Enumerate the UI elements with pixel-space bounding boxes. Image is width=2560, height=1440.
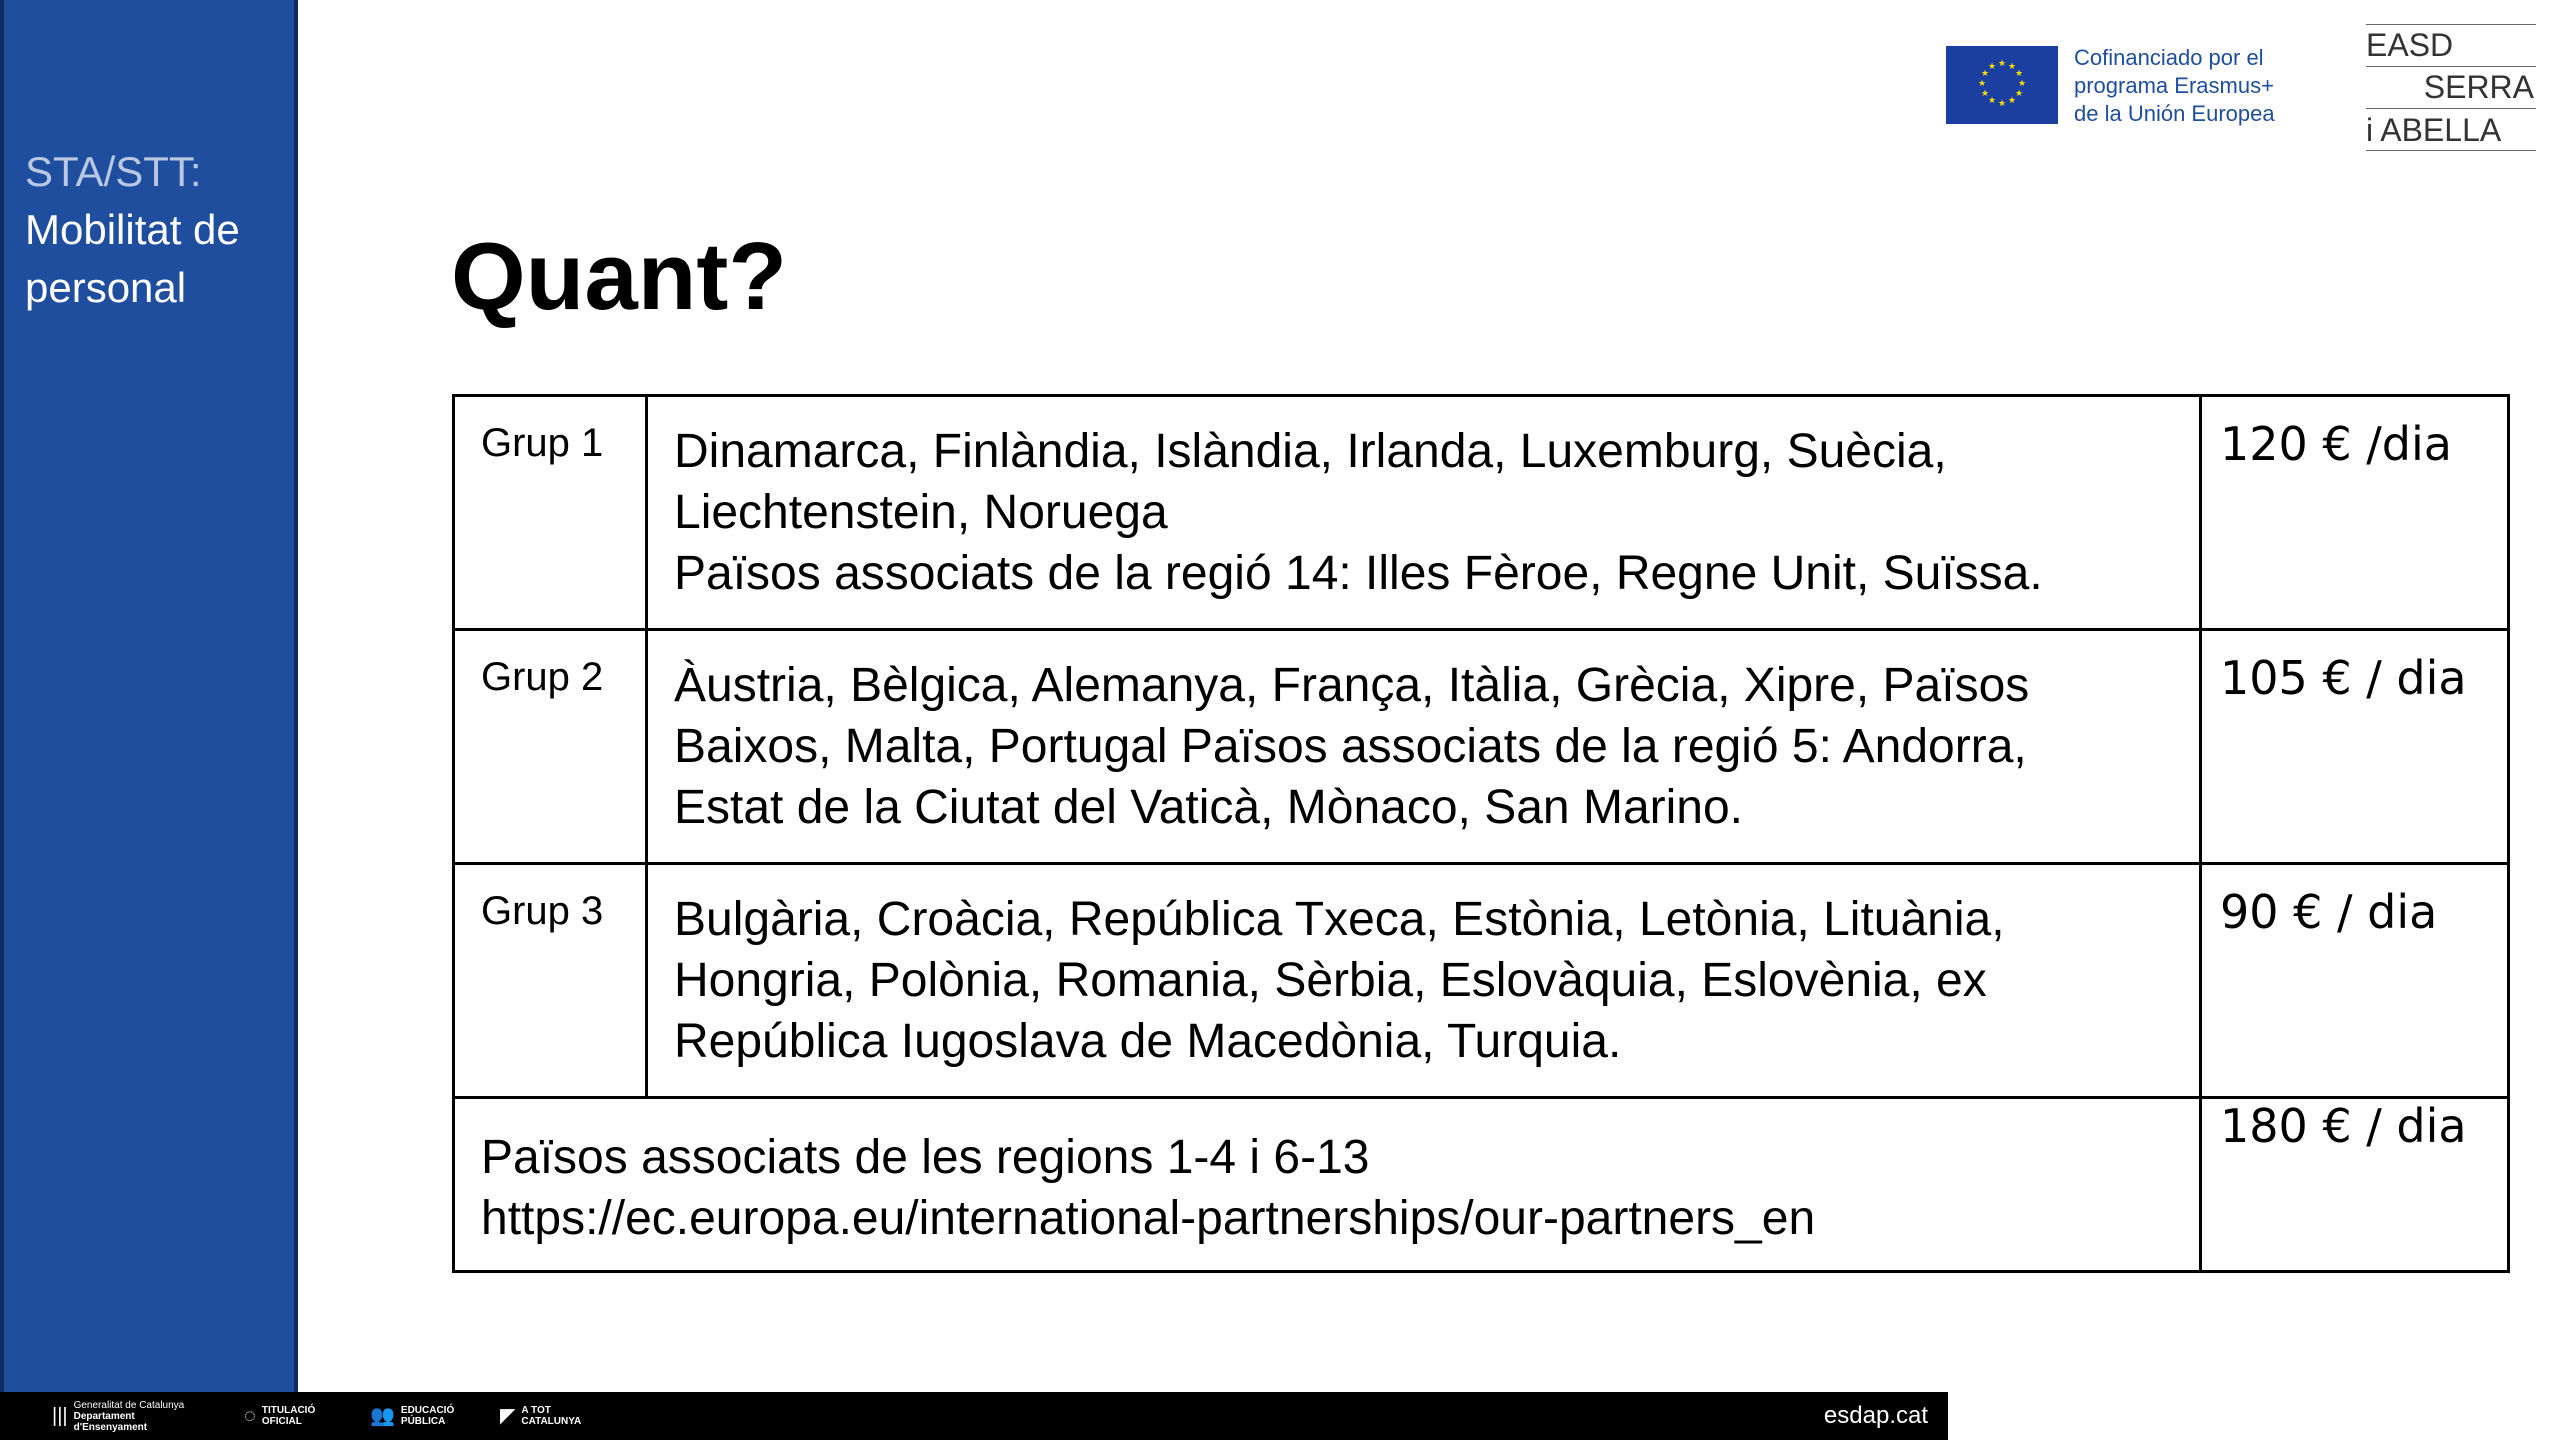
atot-line2: CATALUNYA — [521, 1416, 582, 1427]
country-list — [647, 630, 2201, 864]
sidebar-subtitle-line2: personal — [25, 264, 187, 311]
daily-rate: 105 € / dia — [2201, 630, 2509, 864]
gencat-logo — [52, 1392, 184, 1440]
eu-stars-icon — [1946, 46, 2058, 124]
rates-table — [452, 394, 2510, 1273]
country-line: Liechtenstein, Noruega — [674, 486, 1168, 539]
group-label: Grup 2 — [454, 630, 647, 864]
gencat-line1: Generalitat de Catalunya — [73, 1399, 185, 1411]
eu-text-line1: Cofinanciado por el — [2074, 45, 2264, 70]
group-label: Grup 3 — [454, 864, 647, 1098]
country-list — [647, 864, 2201, 1098]
daily-rate: 120 € /dia — [2201, 396, 2509, 630]
logo-word-easd: EASD — [2366, 27, 2454, 63]
country-list — [647, 396, 2201, 630]
svg-text:★: ★ — [1987, 62, 1997, 72]
a-tot-catalunya-logo — [500, 1392, 581, 1440]
gencat-stripes-icon: ||| — [52, 1404, 68, 1427]
logo-word-abella: i ABELLA — [2366, 112, 2502, 148]
flag-icon: ◤ — [500, 1404, 516, 1427]
country-line: Àustria, Bèlgica, Alemanya, França, Itàlia, Grècia, Xipre, Països — [674, 659, 2030, 712]
people-icon: 👥 — [370, 1404, 395, 1427]
group-label: Grup 1 — [454, 396, 647, 630]
daily-rate: 90 € / dia — [2201, 864, 2509, 1098]
educacio-line2: PÚBLICA — [400, 1416, 446, 1427]
eu-cofunding-text — [2074, 44, 2314, 128]
svg-text:★: ★ — [2007, 62, 2017, 72]
country-line: República Iugoslava de Macedònia, Turquia. — [674, 1015, 1622, 1068]
titulacio-line1: TITULACIÓ — [261, 1405, 316, 1416]
easd-serra-abella-logo — [2366, 24, 2536, 152]
circle-icon: ◌ — [244, 1404, 256, 1427]
daily-rate: 180 € / dia — [2201, 1098, 2509, 1272]
page-title: Quant? — [451, 223, 787, 330]
sidebar — [0, 0, 298, 1392]
svg-text:★: ★ — [1997, 59, 2007, 69]
table-row — [454, 630, 2509, 864]
svg-text:★: ★ — [2007, 96, 2017, 106]
country-line: Països associats de la regió 14: Illes Fèroe, Regne Unit, Suïssa. — [674, 547, 2043, 600]
sidebar-title: STA/STT: — [25, 148, 202, 195]
gencat-line2: Departament — [73, 1410, 135, 1422]
svg-text:★: ★ — [1997, 99, 2007, 109]
svg-text:★: ★ — [2017, 79, 2027, 89]
country-line: Baixos, Malta, Portugal Països associats de la regió 5: Andorra, — [674, 720, 2027, 773]
titulacio-line2: OFICIAL — [261, 1416, 302, 1427]
country-line: Bulgària, Croàcia, República Txeca, Estònia, Letònia, Lituània, — [674, 893, 2005, 946]
eu-text-line3: de la Unión Europea — [2074, 101, 2275, 126]
gencat-line3: d'Ensenyament — [73, 1421, 148, 1433]
svg-text:★: ★ — [1987, 96, 1997, 106]
titulacio-oficial-logo — [244, 1392, 315, 1440]
partners-link[interactable]: https://ec.europa.eu/international-partnerships/our-partners_en — [481, 1192, 1816, 1245]
country-line: Hongria, Polònia, Romania, Sèrbia, Eslovàquia, Eslovènia, ex — [674, 954, 1987, 1007]
svg-text:★: ★ — [1980, 89, 1990, 99]
site-link[interactable]: esdap.cat — [1823, 1402, 1928, 1429]
country-line: Dinamarca, Finlàndia, Islàndia, Irlanda, Luxemburg, Suècia, — [674, 425, 1947, 478]
eu-text-line2: programa Erasmus+ — [2074, 73, 2274, 98]
footer-bar — [0, 1392, 1948, 1440]
educacio-line1: EDUCACIÓ — [400, 1405, 455, 1416]
table-row — [454, 864, 2509, 1098]
sidebar-subtitle — [25, 201, 295, 317]
educacio-publica-logo — [370, 1392, 454, 1440]
svg-text:★: ★ — [2014, 89, 2024, 99]
logo-word-serra: SERRA — [2423, 69, 2534, 105]
associated-regions — [454, 1098, 2201, 1272]
svg-text:★: ★ — [1977, 79, 1987, 89]
table-row — [454, 1098, 2509, 1272]
eu-flag-logo — [1946, 46, 2058, 124]
sidebar-subtitle-line1: Mobilitat de — [25, 206, 240, 253]
table-row — [454, 396, 2509, 630]
atot-line1: A TOT — [521, 1405, 551, 1416]
svg-text:★: ★ — [1980, 69, 1990, 79]
svg-text:★: ★ — [2014, 69, 2024, 79]
associated-regions-text: Països associats de les regions 1-4 i 6-13 — [481, 1131, 1370, 1184]
country-line: Estat de la Ciutat del Vaticà, Mònaco, San Marino. — [674, 781, 1744, 834]
